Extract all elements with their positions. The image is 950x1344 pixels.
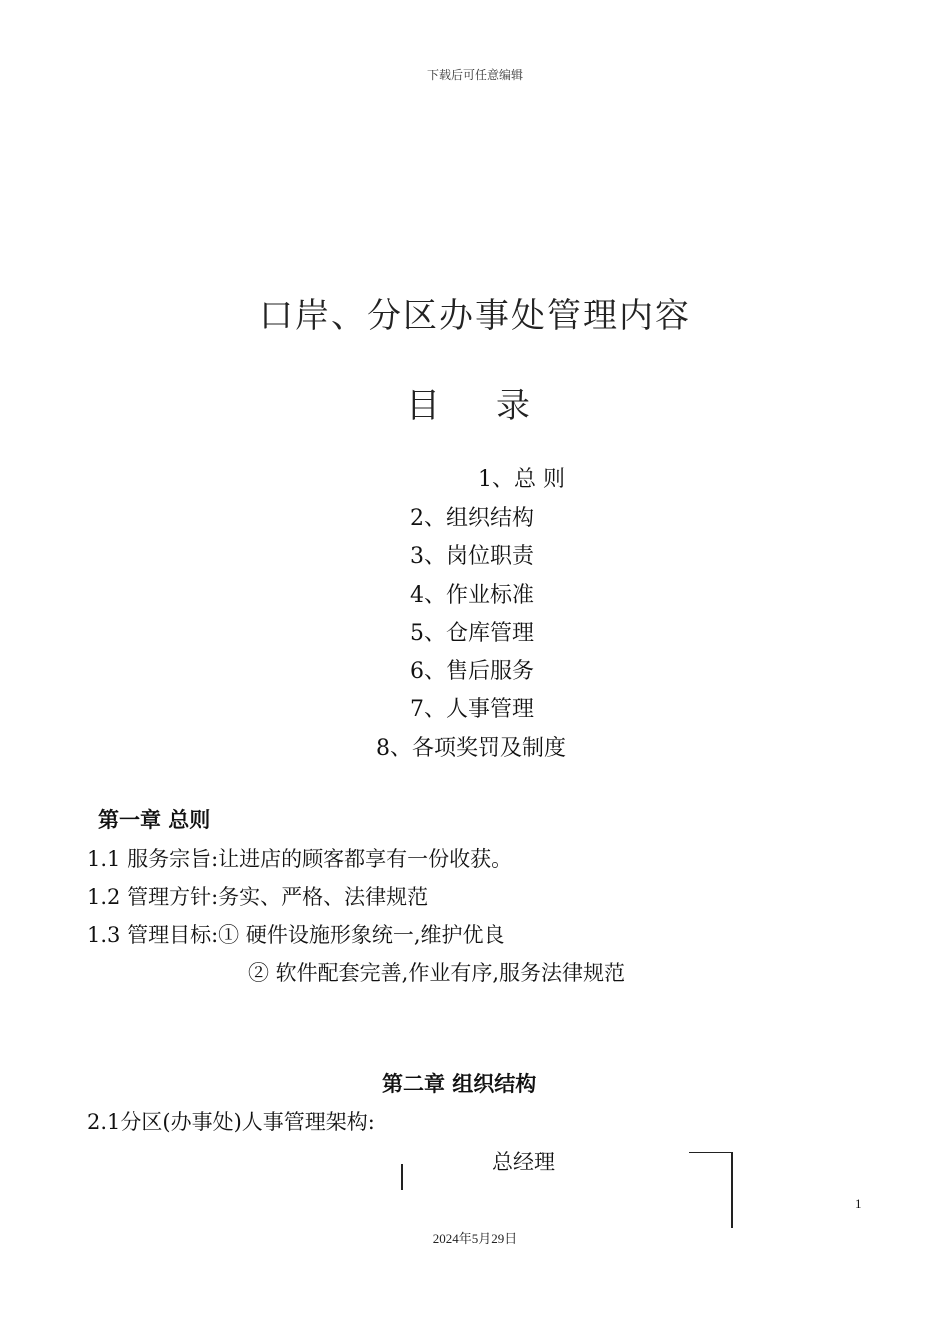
org-chart-top-node: 总经理 — [492, 1150, 555, 1174]
chapter-1-line: ② 软件配套完善,作业有序,服务法律规范 — [248, 961, 626, 985]
toc-heading-char-2: 录 — [496, 386, 530, 426]
page-number: 1 — [855, 1196, 862, 1211]
toc-item: 5、仓库管理 — [410, 621, 534, 646]
org-chart-connector — [689, 1152, 733, 1153]
chapter-1-heading: 第一章 总则 — [98, 808, 211, 832]
org-chart-connector — [731, 1152, 733, 1228]
document-title: 口岸、分区办事处管理内容 — [259, 296, 691, 336]
org-chart-connector — [401, 1164, 403, 1190]
toc-item: 7、人事管理 — [410, 697, 534, 722]
chapter-1-line: 1.1 服务宗旨:让进店的顾客都享有一份收获。 — [87, 847, 513, 871]
chapter-2-line: 2.1分区(办事处)人事管理架构: — [87, 1110, 375, 1134]
toc-item: 2、组织结构 — [410, 506, 534, 531]
toc-item: 1、总 则 — [478, 467, 565, 492]
chapter-2-heading: 第二章 组织结构 — [382, 1072, 537, 1096]
page-footer-date: 2024年5月29日 — [432, 1231, 518, 1246]
toc-heading-char-1: 目 — [406, 386, 440, 426]
chapter-1-line: 1.3 管理目标:① 硬件设施形象统一,维护优良 — [87, 923, 505, 947]
page-header: 下载后可任意编辑 — [426, 68, 523, 82]
toc-item: 4、作业标准 — [410, 583, 534, 608]
chapter-1-line: 1.2 管理方针:务实、严格、法律规范 — [87, 885, 429, 909]
toc-item: 6、售后服务 — [410, 659, 534, 684]
toc-item: 3、岗位职责 — [410, 544, 534, 569]
toc-item: 8、各项奖罚及制度 — [376, 736, 566, 761]
